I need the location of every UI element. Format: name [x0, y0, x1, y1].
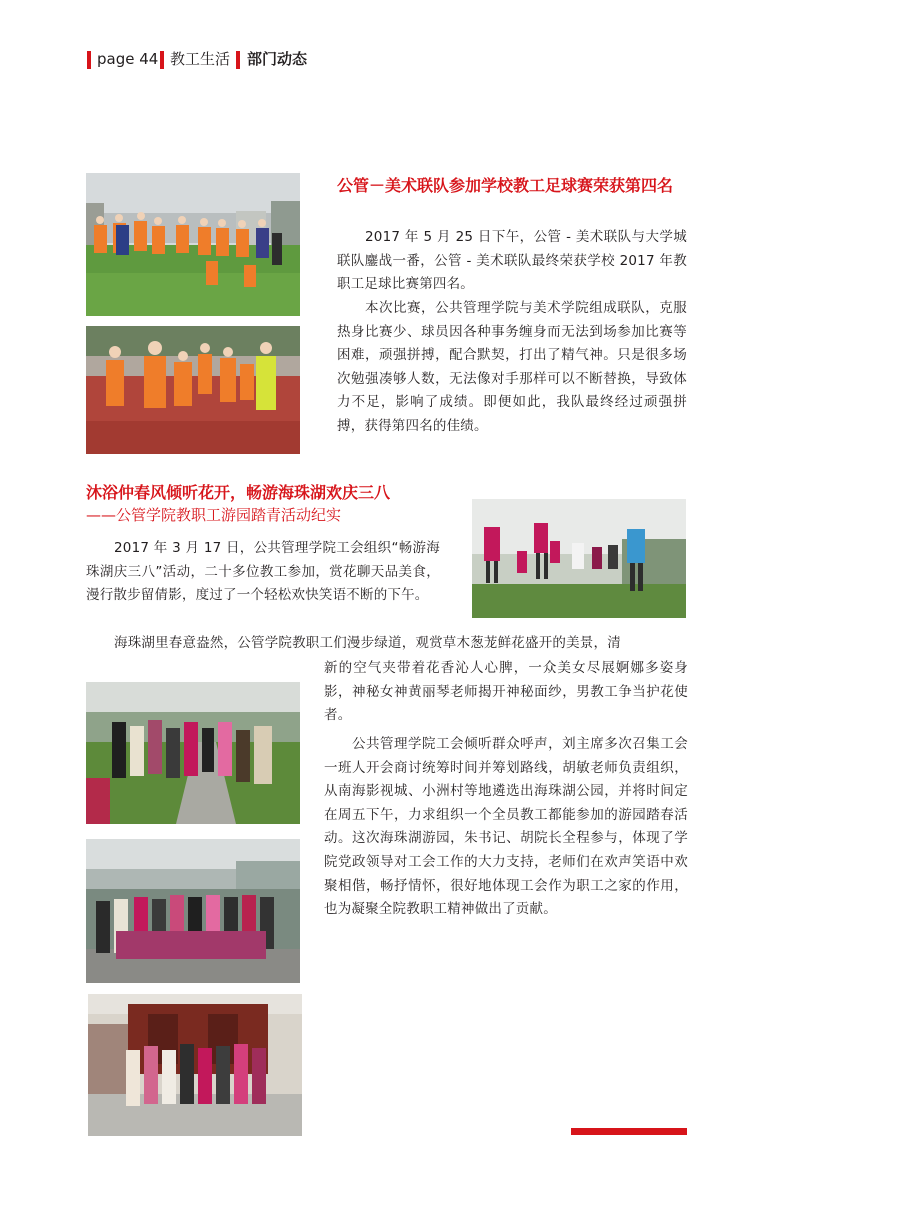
header-divider — [236, 51, 240, 69]
article2-title: 沐浴仲春风倾听花开，畅游海珠湖欢庆三八 — [86, 483, 391, 502]
article1-paragraph-2: 本次比赛，公共管理学院与美术学院组成联队，克服热身比赛少、球员因各种事务缠身而无法到场参加比赛等困难，顽强拼搏，配合默契，打出了精气神。只是很多场次勉强凑够人数，无法像对手那样可以不断替换，导致体力不足，影响了成绩。即便如此，我队最终经过顽强拼搏，获得第四名的佳绩。 — [337, 300, 687, 434]
article2-paragraph-2: 海珠湖里春意盎然，公管学院教职工们漫步绿道，观赏草木葱茏鲜花盛开的美景，清 — [114, 635, 621, 651]
page-label: page 44 — [97, 50, 159, 68]
football-match-photo — [86, 326, 300, 454]
section-title: 教工生活 — [170, 50, 231, 68]
article2-paragraph-1: 2017 年 3 月 17 日，公共管理学院工会组织“畅游海珠湖庆三八”活动，二十多位教工参加，赏花聊天品美食，漫行散步留倩影，度过了一个轻松欢快笑语不断的下午。 — [86, 540, 440, 604]
subsection-title: 部门动态 — [247, 50, 308, 68]
article2-subtitle: ——公管学院教职工游园踏青活动纪实 — [86, 506, 342, 524]
article1-title: 公管－美术联队参加学校教工足球赛荣获第四名 — [337, 176, 674, 195]
pavilion-group-photo — [88, 994, 302, 1136]
footer-accent-bar — [571, 1128, 687, 1135]
header-accent-bar — [87, 51, 91, 69]
header-divider — [160, 51, 164, 69]
lakeside-walk-photo — [86, 682, 300, 824]
lake-group-photo — [86, 839, 300, 983]
football-team-photo — [86, 173, 300, 316]
article1-paragraph-1: 2017 年 5 月 25 日下午，公管 - 美术联队与大学城联队鏖战一番，公管 - 美术联队最终荣获学校 2017 年教职工足球比赛第四名。 — [337, 229, 687, 293]
jumping-group-photo — [472, 499, 686, 618]
article2-paragraph-3: 新的空气夹带着花香沁人心脾，一众美女尽展婀娜多姿身影，神秘女神黄丽琴老师揭开神秘面纱，男教工争当护花使者。 — [324, 660, 688, 724]
article2-paragraph-4: 公共管理学院工会倾听群众呼声，刘主席多次召集工会一班人开会商讨统筹时间并筹划路线，胡敏老师负责组织，从南海影视城、小洲村等地遴选出海珠湖公园，并将时间定在周五下午，力求组织一个全员教工都能参加的游园踏春活动。这次海珠湖游园，朱书记、胡院长全程参与，体现了学院党政领导对工会工作的大力支持，老师们在欢声笑语中欢聚相偕，畅抒情怀，很好地体现工会作为职工之家的作用，也为凝聚全院教职工精神做出了贡献。 — [324, 736, 688, 918]
